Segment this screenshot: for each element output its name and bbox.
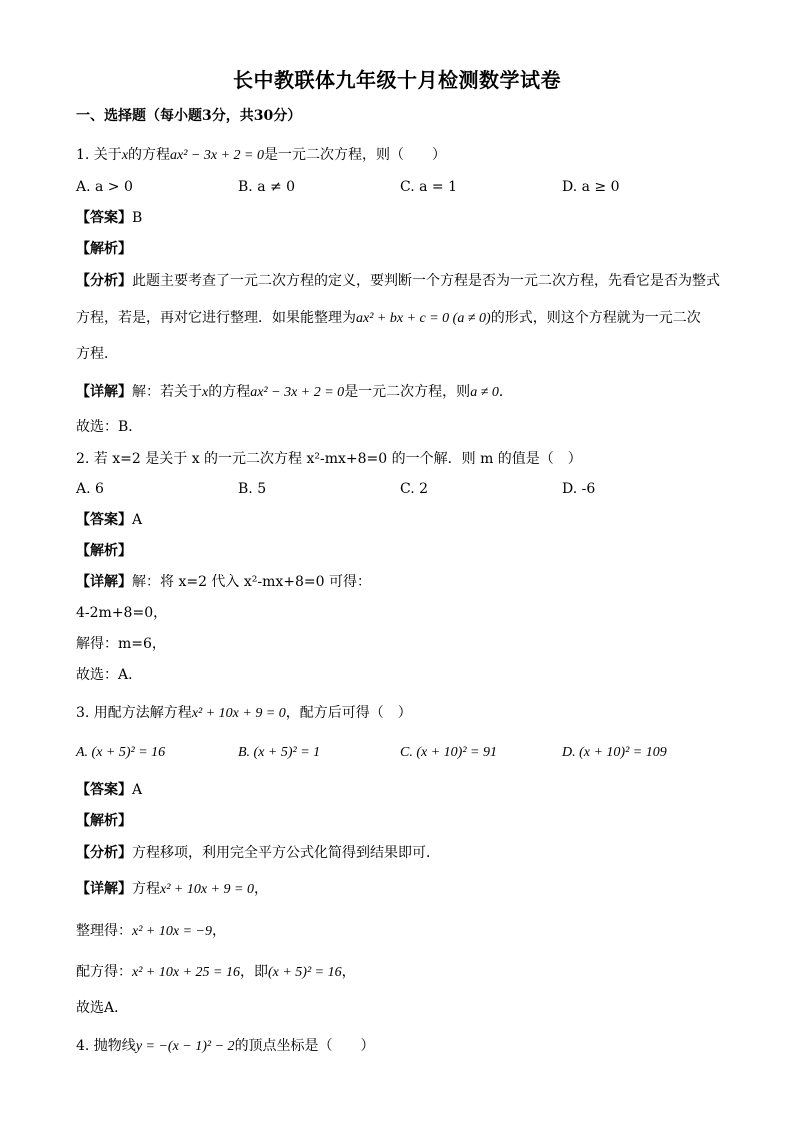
q1-detail-var: x bbox=[202, 385, 209, 400]
q3-step-text: ，即 bbox=[239, 964, 268, 980]
q3-step-1 bbox=[76, 921, 226, 942]
detail-label: 【详解】 bbox=[76, 881, 132, 897]
q2-option-c: C. 2 bbox=[400, 481, 429, 497]
fenxi-label: 【分析】 bbox=[76, 845, 132, 861]
q1-stem-var: x bbox=[121, 148, 129, 163]
q1-detail-equation: ax² − 3x + 2 = 0 bbox=[250, 385, 345, 400]
q3-detail-text: ， bbox=[253, 881, 268, 897]
q1-fenxi-text: 此题主要考查了一元二次方程的定义，要判断一个方程是否为一元二次方程，先看它是否为整式 bbox=[132, 273, 720, 289]
q3-step-text: 配方得： bbox=[76, 964, 132, 980]
q2-detail-text: 解：将 x=2 代入 x²-mx+8=0 可得： bbox=[132, 574, 372, 590]
q1-stem-text: 的方程 bbox=[128, 147, 171, 163]
q3-answer-value: A bbox=[132, 782, 143, 798]
q2-option-a: A. 6 bbox=[76, 481, 104, 497]
q3-detail-text: 方程 bbox=[132, 881, 160, 897]
answer-label: 【答案】 bbox=[76, 512, 132, 528]
q2-detail bbox=[76, 572, 371, 592]
q3-step-equation: x² + 10x + 25 = 16 bbox=[132, 965, 240, 980]
q1-answer bbox=[76, 208, 142, 228]
detail-label: 【详解】 bbox=[76, 384, 132, 400]
fenxi-label: 【分析】 bbox=[76, 273, 132, 289]
detail-label: 【详解】 bbox=[76, 574, 132, 590]
q3-stem-text: ，配方后可得（ ） bbox=[285, 705, 412, 721]
q4-stem-text: 的顶点坐标是（ ） bbox=[234, 1038, 375, 1054]
q3-option-d: D. (x + 10)² = 109 bbox=[562, 745, 667, 760]
q3-stem-text: 3. 用配方法解方程 bbox=[76, 705, 192, 721]
q3-conclusion: 故选A． bbox=[76, 1000, 129, 1016]
q1-stem bbox=[76, 145, 446, 166]
q3-option-c: C. (x + 10)² = 91 bbox=[400, 745, 497, 760]
q1-answer-value: B bbox=[132, 210, 143, 226]
q3-fenxi bbox=[76, 843, 440, 863]
q1-fenxi-line-2 bbox=[76, 308, 701, 329]
q1-option-a: A. a > 0 bbox=[76, 179, 133, 195]
q1-conclusion: 故选：B． bbox=[76, 419, 143, 435]
q3-detail-equation: x² + 10x + 9 = 0 bbox=[160, 882, 254, 897]
q1-fenxi-line-3: 方程． bbox=[76, 346, 118, 362]
q4-stem-equation: y = −(x − 1)² − 2 bbox=[135, 1039, 235, 1054]
answer-label: 【答案】 bbox=[76, 782, 132, 798]
q1-stem-text: 是一元二次方程，则（ ） bbox=[264, 147, 446, 163]
section-heading: 一、选择题（每小题3分，共30分） bbox=[76, 108, 302, 124]
q1-detail-text: 解：若关于 bbox=[132, 384, 202, 400]
q3-step-text: ， bbox=[341, 964, 356, 980]
q3-stem bbox=[76, 703, 412, 724]
q2-analysis-label: 【解析】 bbox=[76, 543, 132, 559]
q3-step-text: 整理得： bbox=[76, 923, 132, 939]
q1-detail-equation: a ≠ 0 bbox=[470, 385, 499, 400]
q1-detail-text: ． bbox=[498, 384, 513, 400]
q1-option-d: D. a ≥ 0 bbox=[562, 179, 620, 195]
q1-stem-equation: ax² − 3x + 2 = 0 bbox=[170, 148, 264, 163]
q4-stem bbox=[76, 1036, 375, 1057]
q3-step-text: ， bbox=[211, 923, 226, 939]
q1-fenxi-text: 方程，若是，再对它进行整理．如果能整理为 bbox=[76, 310, 356, 326]
q3-step-2 bbox=[76, 962, 356, 983]
q1-fenxi-equation: ax² + bx + c = 0 (a ≠ 0) bbox=[356, 311, 491, 326]
q1-fenxi-text: 的形式，则这个方程就为一元二次 bbox=[490, 310, 701, 326]
page-title: 长中教联体九年级十月检测数学试卷 bbox=[233, 68, 561, 92]
q2-conclusion: 故选：A． bbox=[76, 667, 143, 683]
q1-fenxi-line-1 bbox=[76, 271, 720, 291]
q1-detail-text: 是一元二次方程，则 bbox=[344, 384, 471, 400]
q3-detail bbox=[76, 879, 268, 900]
q2-answer-value: A bbox=[132, 512, 143, 528]
q4-stem-text: 4. 抛物线 bbox=[76, 1038, 136, 1054]
q2-option-b: B. 5 bbox=[238, 481, 267, 497]
q1-detail bbox=[76, 382, 513, 403]
q3-option-b: B. (x + 5)² = 1 bbox=[238, 745, 321, 760]
q3-answer bbox=[76, 780, 142, 800]
q3-step-equation: (x + 5)² = 16 bbox=[267, 965, 342, 980]
q3-step-equation: x² + 10x = −9 bbox=[132, 924, 212, 939]
q2-step-2: 解得：m=6， bbox=[76, 636, 166, 652]
q3-option-a: A. (x + 5)² = 16 bbox=[76, 745, 166, 760]
q1-detail-text: 的方程 bbox=[208, 384, 251, 400]
q2-answer bbox=[76, 510, 142, 530]
q1-option-b: B. a ≠ 0 bbox=[238, 179, 296, 195]
q2-step-1: 4-2m+8=0， bbox=[76, 605, 168, 621]
q3-stem-equation: x² + 10x + 9 = 0 bbox=[191, 706, 286, 721]
q1-stem-text: 1. 关于 bbox=[76, 147, 122, 163]
q3-fenxi-text: 方程移项，利用完全平方公式化简得到结果即可． bbox=[132, 845, 440, 861]
q2-option-d: D. -6 bbox=[562, 481, 596, 497]
answer-label: 【答案】 bbox=[76, 210, 132, 226]
q1-option-c: C. a = 1 bbox=[400, 179, 457, 195]
q2-stem: 2. 若 x=2 是关于 x 的一元二次方程 x²-mx+8=0 的一个解．则 m 的值是（ ） bbox=[76, 451, 582, 467]
q3-analysis-label: 【解析】 bbox=[76, 813, 132, 829]
q1-analysis-label: 【解析】 bbox=[76, 241, 132, 257]
